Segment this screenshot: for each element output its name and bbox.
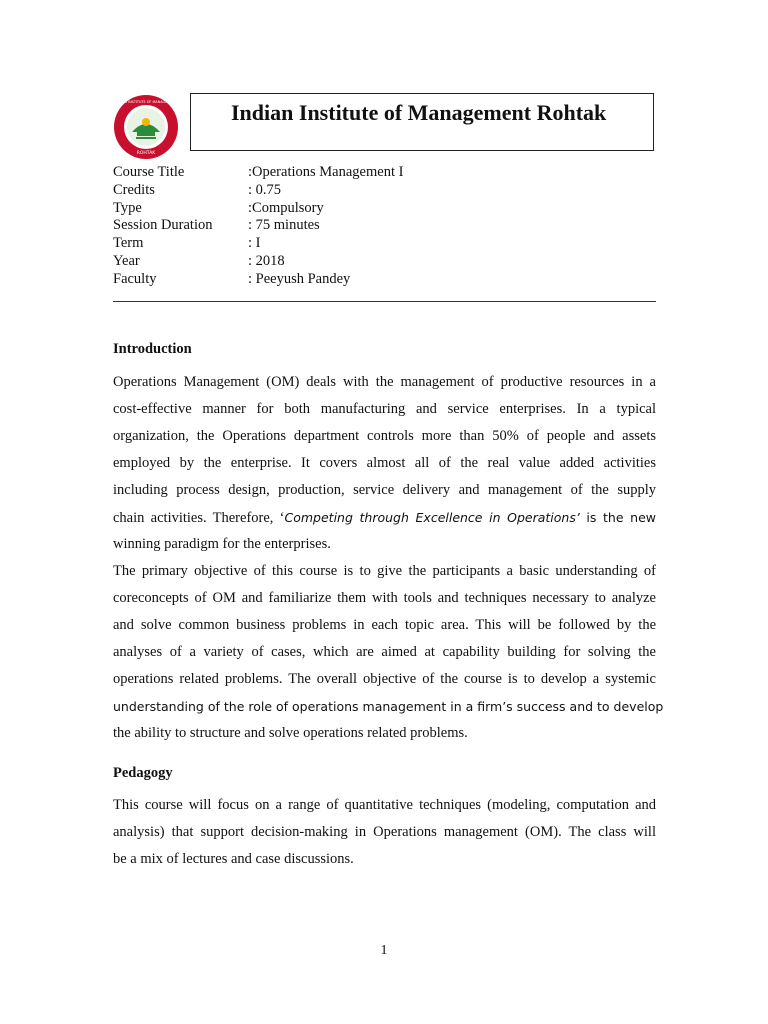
info-value: : I [248,235,261,252]
page-number: 1 [380,943,388,958]
text-line: be a mix of lectures and case discussions. [113,851,354,867]
info-value: : 75 minutes [248,217,320,234]
logo-top-text: INDIAN INSTITUTE OF MANAGEMENT [115,100,177,104]
text-line: the ability to structure and solve operations related problems. [113,725,468,741]
text-segment: is the new [579,510,656,525]
text-line: Operations Management (OM) deals with the management of productive resources in a [113,374,656,390]
text-line: and solve common business problems in each topic area. This will be followed by the [113,617,656,633]
emphasized-phrase: Competing through Excellence in Operations’ [284,510,580,525]
institution-title: Indian Institute of Management Rohtak [231,100,607,125]
info-value: : 0.75 [248,181,282,198]
text-line: coreconcepts of OM and familiarize them with tools and techniques necessary to analyze [113,590,656,606]
info-value: : 2018 [248,252,285,269]
info-label: Year [113,252,140,269]
text-line: operations related problems. The overall objective of the course is to develop a systemic [113,671,656,687]
info-label: Course Title [113,164,185,180]
info-label: Term [113,235,144,252]
text-line: understanding of the role of operations management in a firm’s success and to develop [113,699,664,714]
text-segment: chain activities. Therefore, ‘ [113,510,285,526]
introduction-paragraph-2 [113,558,664,747]
text-line: analysis) that support decision-making in Operations management (OM). The class will [113,824,656,840]
introduction-paragraph-1 [113,369,656,558]
text-line: winning paradigm for the enterprises. [113,536,331,552]
text-line: employed by the enterprise. It covers almost all of the real value added activities [113,455,656,471]
info-label: Session Duration [113,217,213,234]
introduction-heading: Introduction [113,341,192,357]
pedagogy-paragraph [113,792,656,873]
text-line: This course will focus on a range of quantitative techniques (modeling, computation and [113,797,656,813]
text-line: organization, the Operations department controls more than 50% of people and assets [113,428,656,444]
text-line: cost-effective manner for both manufacturing and service enterprises. In a typical [113,401,656,417]
info-label: Faculty [113,270,157,287]
info-value: :Operations Management I [248,164,404,180]
text-line: analyses of a variety of cases, which are aimed at capability building for solving the [113,644,656,660]
info-label: Type [113,199,142,216]
info-value: : Peeyush Pandey [248,270,351,287]
text-line [113,504,656,531]
logo-bottom-text: ROHTAK [136,151,156,156]
section-divider [113,301,656,302]
info-value: :Compulsory [248,199,324,216]
info-label: Credits [113,181,155,198]
text-line: The primary objective of this course is to give the participants a basic understanding of [113,563,656,579]
institution-title-box [190,93,654,151]
iim-rohtak-seal-icon [113,94,179,160]
pedagogy-heading: Pedagogy [113,765,173,781]
text-line: including process design, production, service delivery and management of the supply [113,482,656,498]
